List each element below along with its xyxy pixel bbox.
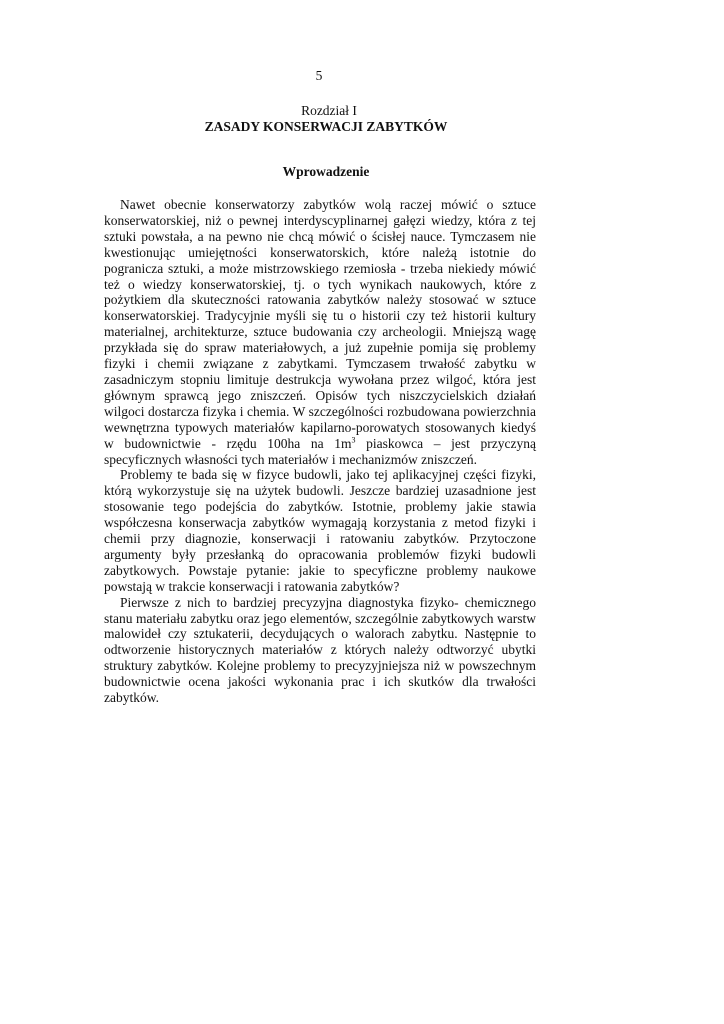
chapter-title: ZASADY KONSERWACJI ZABYTKÓW — [204, 119, 448, 134]
paragraph-1 — [104, 197, 536, 467]
section-title: Wprowadzenie — [282, 164, 370, 179]
paragraph-3: Pierwsze z nich to bardziej precyzyjna diagnostyka fizyko- chemicznego stanu materiału zabytku oraz jego elementów, szczególnie zabytkowych warstw malowideł czy sztukaterii, decydujących o walorach zabytku. Następnie to odtworzenie historycznych materiałów z których należy odtworzyć ubytki struktury zabytków. Kolejne problemy to precyzyjniejsza niż w powszechnym budownictwie ocena jakości wykonania prac i ich skutków dla trwałości zabytków. — [104, 594, 536, 706]
paragraph-2: Problemy te bada się w fizyce budowli, jako tej aplikacyjnej części fizyki, którą wykorzystuje się na użytek budowli. Jeszcze bardziej uzasadnione jest stosowanie tego podejścia do zabytków. Istotnie, problemy jakie stawia współczesna konserwacja zabytków wymagają korzystania z metod fizyki i chemii przy diagnozie, konserwacji i ratowaniu zabytków. Przytoczone argumenty były przesłanką do opracowania problemów fizyki budowli zabytkowych. Powstaje pytanie: jakie to specyficzne problemy naukowe powstają w trakcie konserwacji i ratowania zabytków? — [104, 467, 536, 594]
page-number: 5 — [315, 68, 323, 83]
chapter-label: Rozdział I — [301, 103, 357, 118]
paragraph-1-part-b: piaskowca – jest przyczyną specyficznych własności tych materiałów i mechanizmów zniszczeń. — [104, 435, 536, 467]
paragraph-1-part-a: Nawet obecnie konserwatorzy zabytków wolą raczej mówić o sztuce konserwatorskiej, niż o pewnej interdyscyplinarnej gałęzi wiedzy, która z tej sztuki powstała, a na pewno nie chcą mówić o ścisłej nauce. Tymczasem nie kwestionując umiejętności konserwatorskich, które należą istotnie do pogranicza sztuki, a może mistrzowskiego rzemiosła - trzeba niekiedy mówić też o wiedzy konserwatorskiej, tj. o tych wynikach naukowych, które z pożytkiem dla skuteczności ratowania zabytków należy stosować w sztuce konserwatorskiej. Tradycyjnie myśli się tu o historii czy też historii kultury materialnej, architekturze, sztuce budowania czy archeologii. Mniejszą wagę przykłada się do spraw materiałowych, a już zupełnie pomija się problemy fizyki i chemii związane z zabytkami. Tymczasem trwałość zabytku w zasadniczym stopniu limituje destrukcja wywołana przez wilgoć, która jest głównym sprawcą jego zniszczeń. Opisów tych niszczycielskich działań wilgoci dostarcza fizyka i chemia. W szczególności rozbudowana powierzchnia wewnętrzna typowych materiałów kapilarno-porowatych stosowanych kiedyś w budownictwie - rzędu 100ha na 1m — [104, 197, 536, 451]
superscript-exponent: 3 — [351, 435, 356, 445]
body-text — [104, 197, 536, 706]
